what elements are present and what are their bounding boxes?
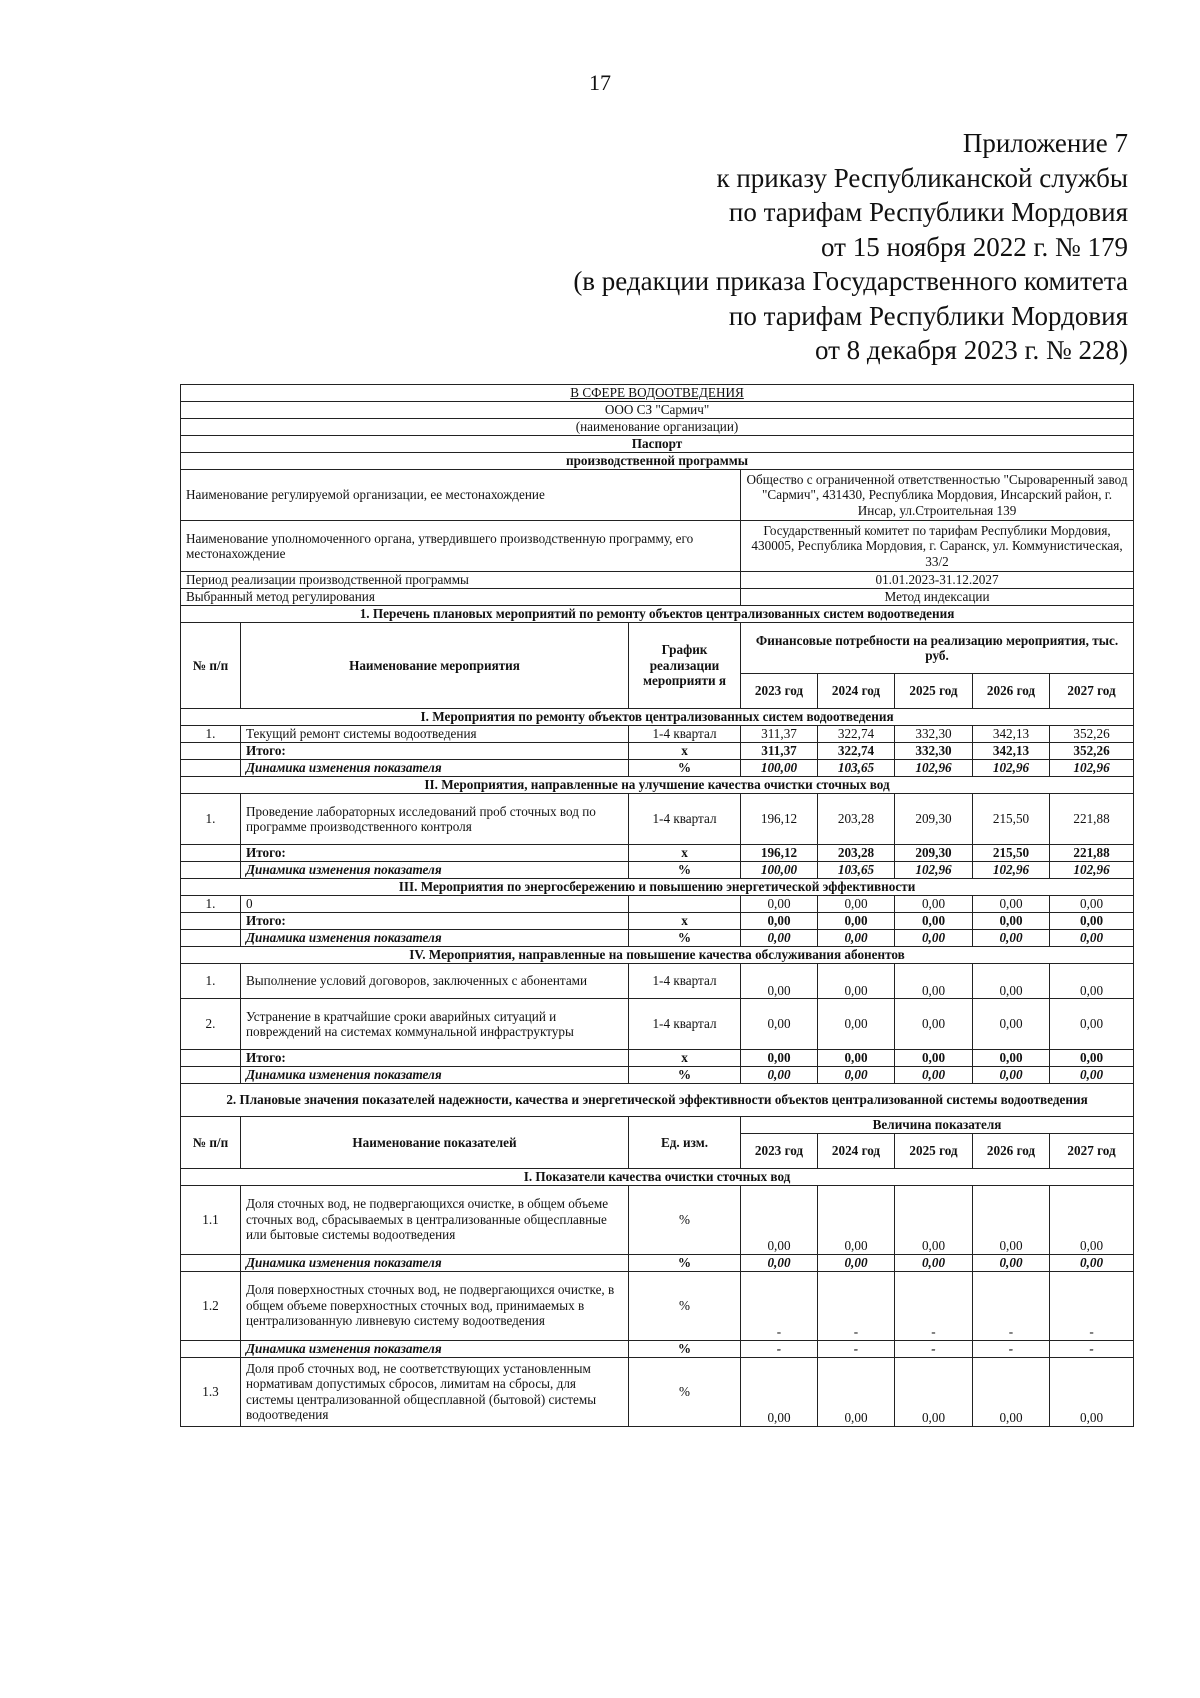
indicator-value: 0,00 [818,1357,895,1426]
dynamics-value: - [818,1340,895,1357]
dynamics-unit: % [629,862,741,879]
dynamics-label: Динамика изменения показателя [241,760,629,777]
dynamics-value: 0,00 [741,930,818,947]
column-header-year: 2026 год [973,1133,1050,1168]
total-label: Итого: [241,743,629,760]
item-schedule: 1-4 квартал [629,726,741,743]
indicator-value: 0,00 [1050,1357,1134,1426]
dynamics-value: 0,00 [818,1067,895,1084]
indicator-value: 0,00 [741,1357,818,1426]
dynamics-label: Динамика изменения показателя [241,862,629,879]
item-value: 342,13 [973,726,1050,743]
table-row [181,930,1134,947]
column-header-unit: Ед. изм. [629,1117,741,1169]
dynamics-value: 100,00 [741,760,818,777]
indicator-value: 0,00 [1050,1185,1134,1254]
table-cell [181,1254,241,1271]
group-title: III. Мероприятия по энергосбережению и повышению энергетической эффективности [181,879,1134,896]
total-label: Итого: [241,913,629,930]
column-header-year: 2023 год [741,674,818,709]
item-schedule: 1-4 квартал [629,794,741,845]
passport-title: Паспорт [181,436,1134,453]
table-row [181,1117,1134,1134]
passport-value: Метод индексации [741,589,1134,606]
dynamics-value: 102,96 [895,862,973,879]
total-unit: х [629,743,741,760]
table-cell [181,1340,241,1357]
dynamics-value: 102,96 [1050,862,1134,879]
dynamics-unit: % [629,760,741,777]
dynamics-value: 0,00 [818,930,895,947]
section-title: 2. Плановые значения показателей надежности, качества и энергетической эффективности объектов централизованной системы водоотведения [181,1084,1134,1117]
table-cell [181,743,241,760]
dynamics-value: - [1050,1340,1134,1357]
total-value: 322,74 [818,743,895,760]
total-value: 209,30 [895,845,973,862]
group-title: II. Мероприятия, направленные на улучшение качества очистки сточных вод [181,777,1134,794]
dynamics-value: 100,00 [741,862,818,879]
dynamics-value: - [895,1340,973,1357]
indicator-value: - [1050,1271,1134,1340]
item-value: 0,00 [741,999,818,1050]
total-value: 215,50 [973,845,1050,862]
total-value: 0,00 [973,913,1050,930]
total-unit: х [629,1050,741,1067]
item-value: 196,12 [741,794,818,845]
item-value: 0,00 [973,999,1050,1050]
dynamics-unit: % [629,1254,741,1271]
table-row [181,999,1134,1050]
indicator-name: Доля сточных вод, не подвергающихся очистке, в общем объеме сточных вод, сбрасываемых в централизованные общесплавные или бытовые системы водоотведения [241,1185,629,1254]
item-value: 0,00 [1050,964,1134,999]
item-value: 0,00 [741,896,818,913]
dynamics-value: 102,96 [973,862,1050,879]
indicator-value: 0,00 [973,1185,1050,1254]
indicator-value: - [895,1271,973,1340]
total-label: Итого: [241,1050,629,1067]
table-row [181,879,1134,896]
table-cell [181,760,241,777]
column-header-year: 2023 год [741,1133,818,1168]
item-value: 332,30 [895,726,973,743]
total-value: 0,00 [741,1050,818,1067]
table-row [181,1185,1134,1254]
table-row [181,845,1134,862]
total-value: 0,00 [741,913,818,930]
passport-label: Период реализации производственной программы [181,572,741,589]
item-name: Выполнение условий договоров, заключенных с абонентами [241,964,629,999]
total-value: 0,00 [818,1050,895,1067]
indicator-number: 1.3 [181,1357,241,1426]
passport-value: 01.01.2023-31.12.2027 [741,572,1134,589]
sphere-title: В СФЕРЕ ВОДООТВЕДЕНИЯ [181,385,1134,402]
dynamics-value: - [973,1340,1050,1357]
header-line: от 8 декабря 2023 г. № 228) [814,335,1128,365]
item-value: 0,00 [1050,999,1134,1050]
item-number: 1. [181,896,241,913]
table-row [181,726,1134,743]
indicator-value: 0,00 [895,1357,973,1426]
item-value: 0,00 [741,964,818,999]
column-header-year: 2027 год [1050,1133,1134,1168]
item-value: 311,37 [741,726,818,743]
item-value: 215,50 [973,794,1050,845]
item-value: 0,00 [895,964,973,999]
total-value: 332,30 [895,743,973,760]
total-value: 342,13 [973,743,1050,760]
item-name: 0 [241,896,629,913]
table-row [181,1084,1134,1117]
dynamics-value: 0,00 [1050,1254,1134,1271]
indicator-unit: % [629,1271,741,1340]
item-schedule: 1-4 квартал [629,964,741,999]
indicator-name: Доля поверхностных сточных вод, не подвергающихся очистке, в общем объеме поверхностных сточных вод, принимаемых в централизованную ливневую систему водоотведения [241,1271,629,1340]
table-cell [181,930,241,947]
total-value: 0,00 [818,913,895,930]
item-value: 0,00 [818,896,895,913]
indicator-number: 1.2 [181,1271,241,1340]
table-row [181,862,1134,879]
item-value: 0,00 [1050,896,1134,913]
total-value: 311,37 [741,743,818,760]
total-label: Итого: [241,845,629,862]
item-value: 0,00 [973,964,1050,999]
item-schedule [629,896,741,913]
appendix-header [428,126,1128,368]
production-program-table [180,384,1133,1427]
total-value: 0,00 [1050,1050,1134,1067]
indicator-number: 1.1 [181,1185,241,1254]
total-value: 0,00 [973,1050,1050,1067]
passport-label: Наименование уполномоченного органа, утвердившего производственную программу, его местонахождение [181,521,741,572]
table-row [181,623,1134,674]
total-value: 0,00 [895,913,973,930]
column-header-year: 2024 год [818,674,895,709]
total-value: 196,12 [741,845,818,862]
item-value: 203,28 [818,794,895,845]
item-value: 0,00 [818,999,895,1050]
total-value: 0,00 [1050,913,1134,930]
indicator-value: 0,00 [741,1185,818,1254]
dynamics-label: Динамика изменения показателя [241,1340,629,1357]
table-row [181,1254,1134,1271]
dynamics-value: 102,96 [895,760,973,777]
total-unit: х [629,845,741,862]
item-value: 0,00 [973,896,1050,913]
column-header-name: Наименование показателей [241,1117,629,1169]
item-value: 221,88 [1050,794,1134,845]
header-line: по тарифам Республики Мордовия [728,197,1128,227]
indicator-unit: % [629,1357,741,1426]
dynamics-unit: % [629,930,741,947]
passport-label: Наименование регулируемой организации, ее местонахождение [181,470,741,521]
table-row [181,1340,1134,1357]
header-line: от 15 ноября 2022 г. № 179 [821,231,1128,262]
column-header-year: 2024 год [818,1133,895,1168]
column-header-schedule: График реализации мероприяти я [629,623,741,709]
table-cell [181,845,241,862]
table-row [181,947,1134,964]
item-value: 0,00 [895,896,973,913]
indicator-value: 0,00 [818,1185,895,1254]
dynamics-label: Динамика изменения показателя [241,1254,629,1271]
dynamics-value: 0,00 [973,1254,1050,1271]
item-value: 0,00 [895,999,973,1050]
table-row [181,743,1134,760]
passport-value: Государственный комитет по тарифам Республики Мордовия, 430005, Республика Мордовия, г. Саранск, ул. Коммунистическая, 33/2 [741,521,1134,572]
dynamics-value: 102,96 [1050,760,1134,777]
item-name: Проведение лабораторных исследований проб сточных вод по программе производственного контроля [241,794,629,845]
table-row [181,1271,1134,1340]
header-line: (в редакции приказа Государственного комитета [573,266,1128,296]
dynamics-value: 102,96 [973,760,1050,777]
organization-name: ООО СЗ "Сармич" [181,402,1134,419]
dynamics-value: 0,00 [818,1254,895,1271]
table-body [181,385,1134,1427]
column-header-number: № п/п [181,623,241,709]
dynamics-value: 0,00 [895,930,973,947]
dynamics-value: 0,00 [1050,1067,1134,1084]
table-row [181,777,1134,794]
dynamics-value: - [741,1340,818,1357]
section-title: 1. Перечень плановых мероприятий по ремонту объектов централизованных систем водоотведения [181,606,1134,623]
passport-subtitle: производственной программы [181,453,1134,470]
table-cell [181,862,241,879]
table-row [181,709,1134,726]
dynamics-label: Динамика изменения показателя [241,930,629,947]
item-value: 322,74 [818,726,895,743]
dynamics-value: 103,65 [818,862,895,879]
total-value: 221,88 [1050,845,1134,862]
dynamics-value: 0,00 [741,1254,818,1271]
table-cell [181,913,241,930]
dynamics-value: 0,00 [973,1067,1050,1084]
dynamics-label: Динамика изменения показателя [241,1067,629,1084]
table-cell [181,1067,241,1084]
passport-value: Общество с ограниченной ответственностью "Сыроваренный завод "Сармич", 431430, Республика Мордовия, Инсарский район, г. Инсар, ул.Строительная 139 [741,470,1134,521]
column-header-finance: Финансовые потребности на реализацию мероприятия, тыс. руб. [741,623,1134,674]
total-unit: х [629,913,741,930]
group-title: I. Мероприятия по ремонту объектов централизованных систем водоотведения [181,709,1134,726]
header-line: Приложение 7 [962,128,1128,158]
page-number: 17 [589,70,611,95]
table-row [181,606,1134,623]
passport-label: Выбранный метод регулирования [181,589,741,606]
column-header-year: 2025 год [895,1133,973,1168]
dynamics-value: 0,00 [1050,930,1134,947]
item-name: Устранение в кратчайшие сроки аварийных ситуаций и повреждений на системах коммунальной инфраструктуры [241,999,629,1050]
dynamics-unit: % [629,1340,741,1357]
table-row [181,1067,1134,1084]
total-value: 203,28 [818,845,895,862]
group-title: I. Показатели качества очистки сточных вод [181,1168,1134,1185]
column-header-year: 2025 год [895,674,973,709]
table-row [181,760,1134,777]
dynamics-value: 103,65 [818,760,895,777]
indicator-value: 0,00 [895,1185,973,1254]
indicator-value: 0,00 [973,1357,1050,1426]
group-title: IV. Мероприятия, направленные на повышение качества обслуживания абонентов [181,947,1134,964]
table-row [181,1357,1134,1426]
dynamics-value: 0,00 [973,930,1050,947]
indicator-value: - [818,1271,895,1340]
dynamics-value: 0,00 [895,1067,973,1084]
item-value: 209,30 [895,794,973,845]
item-schedule: 1-4 квартал [629,999,741,1050]
table-row [181,964,1134,999]
column-header-year: 2027 год [1050,674,1134,709]
total-value: 352,26 [1050,743,1134,760]
table-row [181,1168,1134,1185]
table-row [181,794,1134,845]
indicator-name: Доля проб сточных вод, не соответствующих установленным нормативам допустимых сбросов, лимитам на сбросы, для системы централизованной общесплавной (бытовой) системы водоотведения [241,1357,629,1426]
item-value: 352,26 [1050,726,1134,743]
item-number: 1. [181,794,241,845]
item-number: 1. [181,726,241,743]
item-value: 0,00 [818,964,895,999]
dynamics-unit: % [629,1067,741,1084]
table-row [181,1050,1134,1067]
table-row [181,913,1134,930]
dynamics-value: 0,00 [741,1067,818,1084]
indicator-value: - [973,1271,1050,1340]
column-header-year: 2026 год [973,674,1050,709]
column-header-number: № п/п [181,1117,241,1169]
passport-table [180,384,1134,1427]
table-cell [181,1050,241,1067]
total-value: 0,00 [895,1050,973,1067]
header-line: по тарифам Республики Мордовия [728,300,1128,331]
indicator-unit: % [629,1185,741,1254]
organization-caption: (наименование организации) [181,419,1134,436]
item-number: 1. [181,964,241,999]
column-header-value: Величина показателя [741,1117,1134,1134]
header-line: к приказу Республиканской службы [716,162,1128,193]
indicator-value: - [741,1271,818,1340]
column-header-name: Наименование мероприятия [241,623,629,709]
table-row [181,896,1134,913]
item-name: Текущий ремонт системы водоотведения [241,726,629,743]
dynamics-value: 0,00 [895,1254,973,1271]
item-number: 2. [181,999,241,1050]
